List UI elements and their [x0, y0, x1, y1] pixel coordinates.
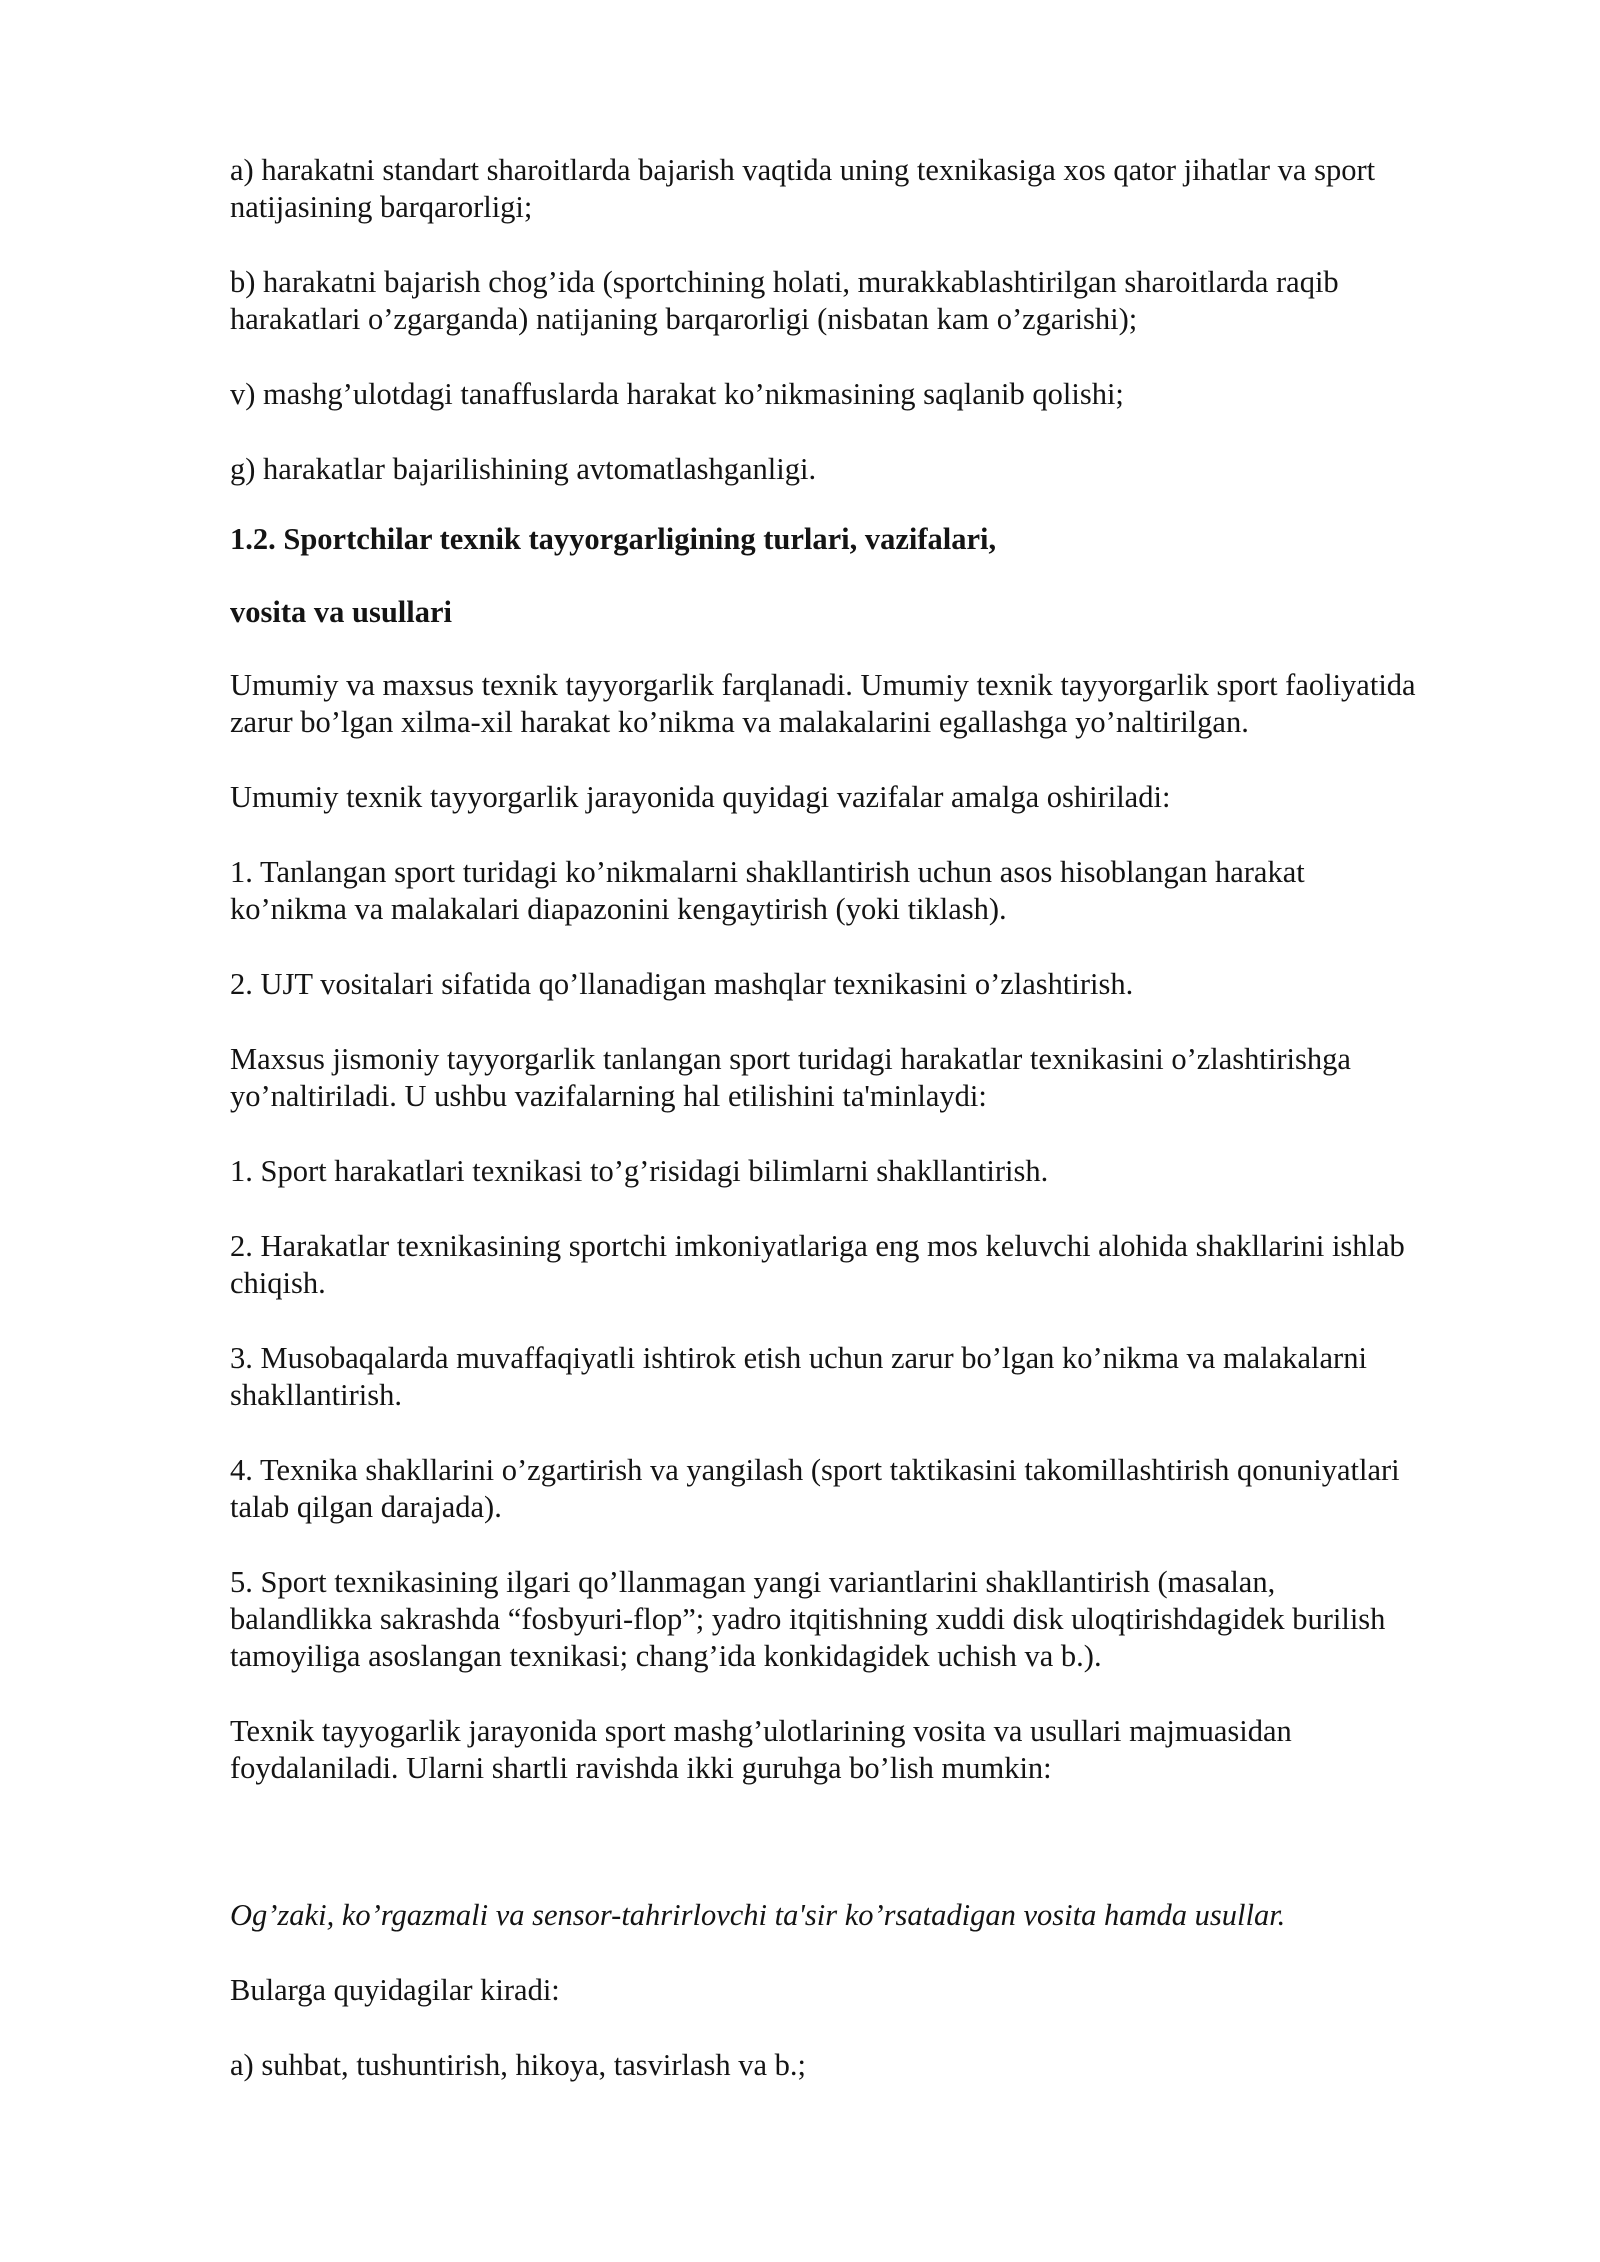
paragraph-includes: Bularga quyidagilar kiradi: — [230, 1973, 560, 2007]
paragraph-special-task-4: 4. Texnika shakllarini o’zgartirish va yangilash (sport taktikasini takomillashtirish qonuniyatlari talab qilgan darajada). — [230, 1453, 1400, 1524]
paragraph-criteria-v: v) mashg’ulotdagi tanaffuslarda harakat ko’nikmasining saqlanib qolishi; — [230, 377, 1124, 411]
paragraph-criteria-a: a) harakatni standart sharoitlarda bajarish vaqtida uning texnikasiga xos qator jihatlar va sport natijasining barqarorligi; — [230, 153, 1376, 224]
document-body — [230, 152, 1520, 2122]
paragraph-methods-group-title: Og’zaki, ko’rgazmali va sensor-tahrirlovchi ta'sir ko’rsatadigan vosita hamda usullar. — [230, 1898, 1286, 1932]
paragraph-general-vs-special: Umumiy va maxsus texnik tayyorgarlik farqlanadi. Umumiy texnik tayyorgarlik sport faoliyatida zarur bo’lgan xilma-xil harakat ko’nikma va malakalarini egallashga yo’naltirilgan. — [230, 668, 1416, 739]
paragraph-criteria-g: g) harakatlar bajarilishining avtomatlashganligi. — [230, 452, 817, 486]
section-heading-line-1: 1.2. Sportchilar texnik tayyorgarligining turlari, vazifalari, — [230, 522, 997, 556]
paragraph-special-task-5: 5. Sport texnikasining ilgari qo’llanmagan yangi variantlarini shakllantirish (masalan, balandlikka sakrashda “fosbyuri-flop”; yadro itqitishning xuddi disk uloqtirishdagidek burilish tamoyiliga asoslangan texnikasi; chang’ida konkidagidek uchish va b.). — [230, 1565, 1386, 1673]
section-heading-line-2: vosita va usullari — [230, 595, 453, 629]
paragraph-general-task-2: 2. UJT vositalari sifatida qo’llanadigan mashqlar texnikasini o’zlashtirish. — [230, 967, 1134, 1001]
paragraph-criteria-b: b) harakatni bajarish chog’ida (sportchining holati, murakkablashtirilgan sharoitlarda raqib harakatlari o’zgarganda) natijaning barqarorligi (nisbatan kam o’zgarishi); — [230, 265, 1339, 336]
paragraph-special-task-2: 2. Harakatlar texnikasining sportchi imkoniyatlariga eng mos keluvchi alohida shakllarini ishlab chiqish. — [230, 1229, 1405, 1300]
paragraph-special-intro: Maxsus jismoniy tayyorgarlik tanlangan sport turidagi harakatlar texnikasini o’zlashtirishga yo’naltiriladi. U ushbu vazifalarning hal etilishini ta'minlaydi: — [230, 1042, 1351, 1113]
paragraph-special-task-3: 3. Musobaqalarda muvaffaqiyatli ishtirok etish uchun zarur bo’lgan ko’nikma va malakalarni shakllantirish. — [230, 1341, 1367, 1412]
paragraph-item-a: a) suhbat, tushuntirish, hikoya, tasvirlash va b.; — [230, 2048, 807, 2082]
paragraph-special-task-1: 1. Sport harakatlari texnikasi to’g’risidagi bilimlarni shakllantirish. — [230, 1154, 1049, 1188]
paragraph-general-task-1: 1. Tanlangan sport turidagi ko’nikmalarni shakllantirish uchun asos hisoblangan harakat ko’nikma va malakalari diapazonini kengaytirish (yoki tiklash). — [230, 855, 1305, 926]
paragraph-methods-intro: Texnik tayyogarlik jarayonida sport mashg’ulotlarining vosita va usullari majmuasidan foydalaniladi. Ularni shartli ravishda ikki guruhga bo’lish mumkin: — [230, 1714, 1292, 1785]
paragraph-general-tasks-intro: Umumiy texnik tayyorgarlik jarayonida quyidagi vazifalar amalga oshiriladi: — [230, 780, 1171, 814]
